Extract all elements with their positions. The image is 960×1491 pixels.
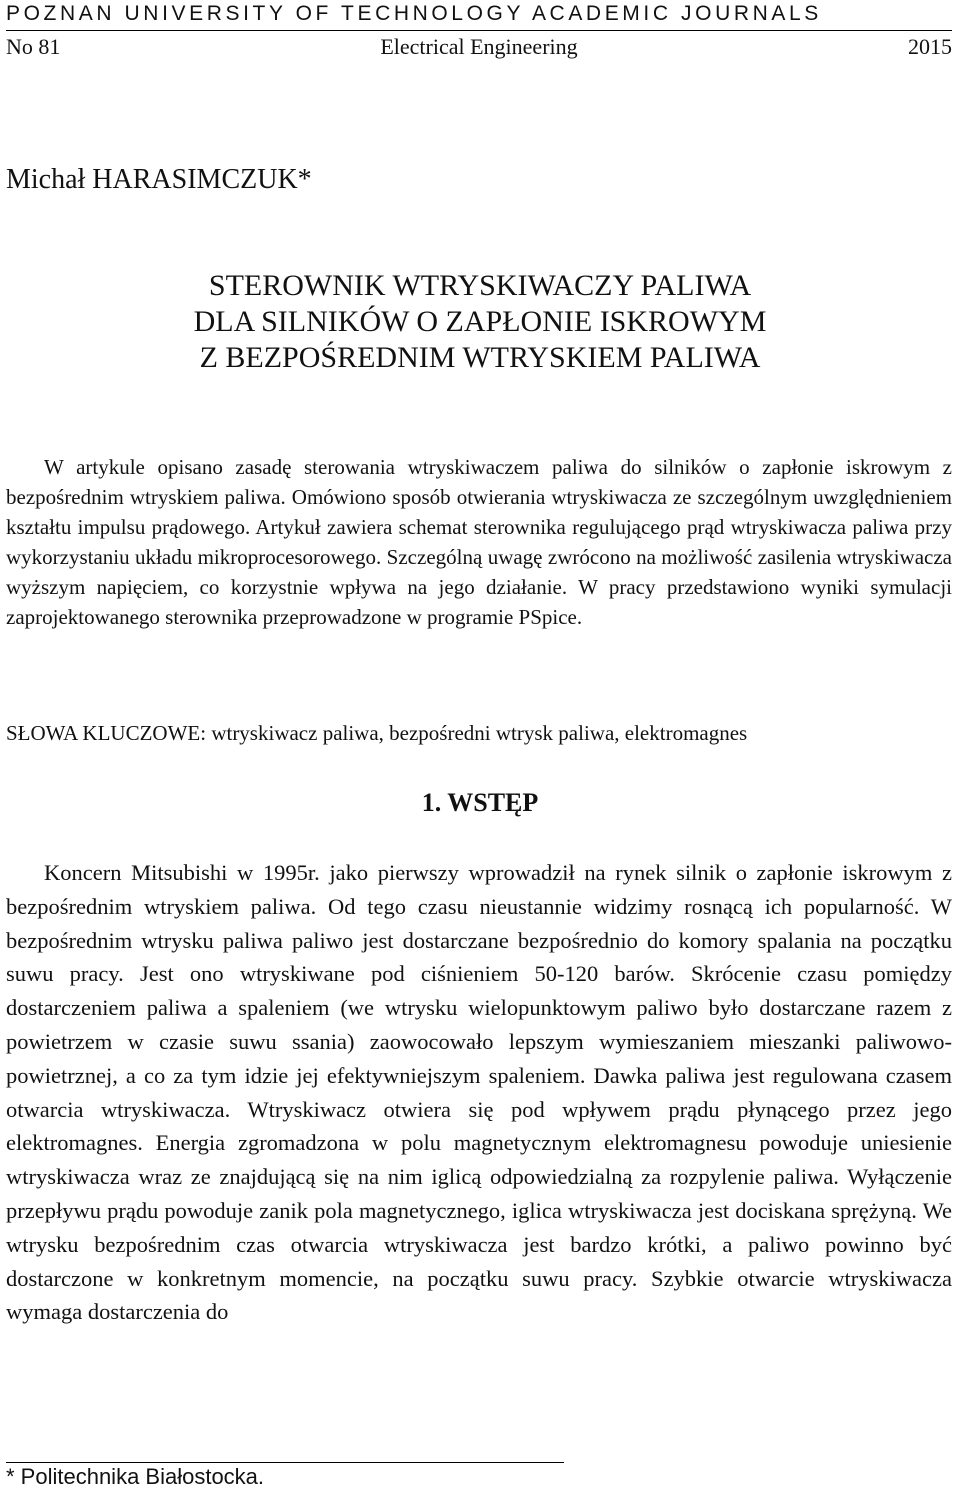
body-paragraph: Koncern Mitsubishi w 1995r. jako pierwszy wprowadził na rynek silnik o zapłonie iskrowym z bezpośrednim wtryskiem paliwa. Od tego czasu nieustannie widzimy rosnącą ich popularność. W bezpośrednim wtrysku paliwa paliwo jest dostarczane bezpośrednio do komory spalania na początku suwu pracy. Jest ono wtryskiwane pod ciśnieniem 50-120 barów. Skrócenie czasu pomiędzy dostarczeniem paliwa a spaleniem (we wtrysku wielopunktowym paliwo było dostarczane razem z powietrzem w czasie suwu ssania) zaowocowało lepszym wymieszaniem mieszanki paliwowo-powietrznej, a co za tym idzie jej efektywniejszym spaleniem. Dawka paliwa jest regulowana czasem otwarcia wtryskiwacza. Wtryskiwacz otwiera się pod wpływem prądu płynącego przez jego elektromagnes. Energia zgromadzona w polu magnetycznym elektromagnesu powoduje uniesienie wtryskiwacza wraz ze znajdującą się na nim iglicą odpowiedzialną za rozpylenie paliwa. Wyłączenie przepływu prądu powoduje zanik pola magnetycznego, iglica wtryskiwacza jest dociskana sprężyną. We wtrysku bezpośrednim czas otwarcia wtryskiwacza jest bardzo krótki, a paliwo powinno być dostarczone w konkretnym momencie, na początku suwu pracy. Szybkie otwarcie wtryskiwacza wymaga dostarczenia do xyxy=(6,860,952,1325)
body-text xyxy=(6,856,952,1329)
author-name: Michał HARASIMCZUK* xyxy=(6,164,312,195)
paper-title xyxy=(0,268,960,376)
footnote-rule xyxy=(6,1462,564,1463)
issue-number: No 81 xyxy=(6,34,61,59)
footnote: * Politechnika Białostocka. xyxy=(6,1464,265,1489)
keywords: SŁOWA KLUCZOWE: wtryskiwacz paliwa, bezpośredni wtrysk paliwa, elektromagnes xyxy=(6,721,748,745)
title-line-2: DLA SILNIKÓW O ZAPŁONIE ISKROWYM xyxy=(193,305,767,338)
abstract xyxy=(6,452,952,632)
journal-name: POZNAN UNIVERSITY OF TECHNOLOGY ACADEMIC JOURNALS xyxy=(6,2,822,25)
title-line-3: Z BEZPOŚREDNIM WTRYSKIEM PALIWA xyxy=(199,341,761,374)
title-line-1: STEROWNIK WTRYSKIWACZY PALIWA xyxy=(208,269,752,302)
issue-year: 2015 xyxy=(908,34,952,59)
section-heading: 1. WSTĘP xyxy=(421,788,539,817)
issue-series: Electrical Engineering xyxy=(380,34,578,59)
header-rule xyxy=(6,30,952,31)
abstract-text: W artykule opisano zasadę sterowania wtryskiwaczem paliwa do silników o zapłonie iskrowym z bezpośrednim wtryskiem paliwa. Omówiono sposób otwierania wtryskiwacza ze szczególnym uwzględnieniem kształtu impulsu prądowego. Artykuł zawiera schemat sterownika regulującego prąd wtryskiwacza paliwa przy wykorzystaniu układu mikroprocesorowego. Szczególną uwagę zwrócono na możliwość zasilenia wtryskiwacza wyższym napięciem, co korzystnie wpływa na jego działanie. W pracy przedstawiono wyniki symulacji zaprojektowanego sterownika przeprowadzone w programie PSpice. xyxy=(6,455,952,629)
